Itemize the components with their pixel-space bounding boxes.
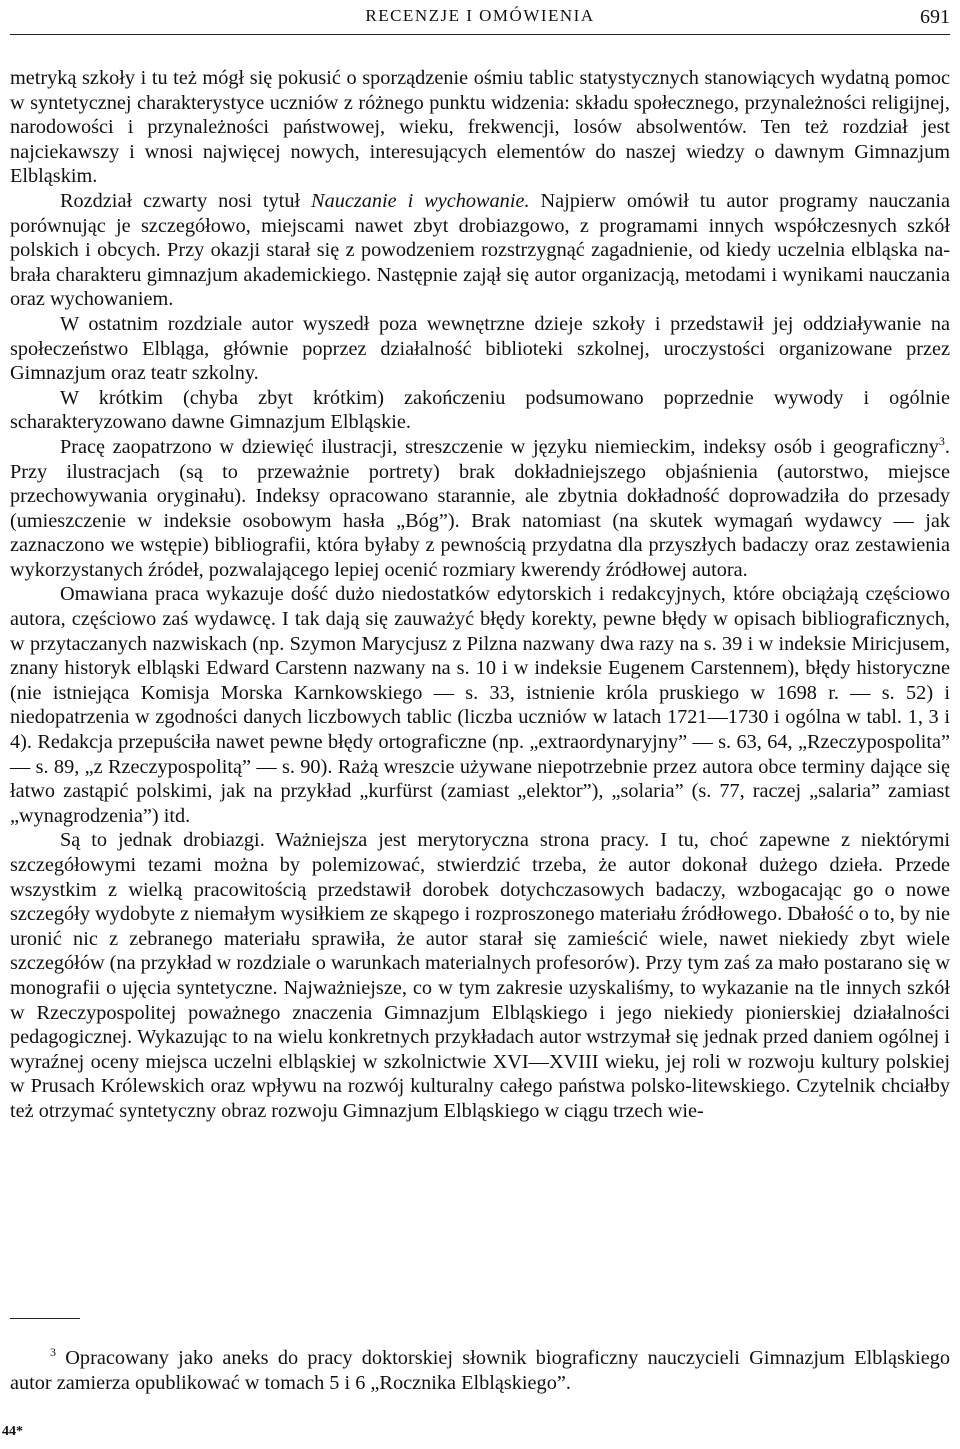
- chapter-title-italic: Nauczanie i wychowanie.: [311, 189, 530, 212]
- running-title: RECENZJE I OMÓWIENIA: [365, 6, 595, 25]
- paragraph-2-lead: Rozdział czwarty nosi tytuł: [60, 189, 312, 212]
- footnote: [10, 1346, 950, 1395]
- paragraph-5-rest: . Przy ilustracjach (są to przeważnie portrety) brak dokładniejszego objaśnienia (autorstwo, miejsce przechowywania oryginału). Indeksy opracowano starannie, ale zbytnia dokładność doprowadziła do przesady (umieszczenie w indeksie osobowym hasła „Bóg”). Brak natomiast (na skutek wymagań wydawcy — jak zaznaczono we wstępie) bibliografii, która byłaby z pewnością przydatna dla przyszłych badaczy oraz zestawienia wykorzystanych źródeł, pozwalającego lepiej ocenić rozmiary kwerendy źródłowej autora.: [10, 435, 950, 581]
- footnote-paragraph: [10, 1346, 950, 1395]
- paragraph-3: W ostatnim rozdziale autor wyszedł poza wewnętrzne dzieje szkoły i przedstawił jej oddziaływanie na społeczeństwo Elbląga, głównie poprzez działalność biblioteki szkolnej, uroczystości organizowane przez Gimnazjum oraz teatr szkolny.: [10, 312, 950, 385]
- running-head: [0, 4, 960, 30]
- body-text: [10, 66, 950, 1124]
- header-rule: [10, 34, 950, 35]
- footnote-marker: 3: [50, 1345, 56, 1360]
- paragraph-1: metryką szkoły i tu też mógł się pokusić o sporządzenie ośmiu tablic statystycznych stanowiących wydatną pomoc w syntetycznej charakterystyce uczniów z różnego punktu widzenia: składu społecznego, przynależności religijnej, narodowości i przynależności państwowej, wieku, frekwencji, losów absolwentów. Ten też rozdział jest najciekawszy i wnosi najwięcej nowych, interesujących elementów do naszej wiedzy o dawnym Gimnazjum Elbląskim.: [10, 67, 950, 188]
- printer-signature-mark: 44*: [2, 1424, 23, 1439]
- paragraph-6: Omawiana praca wykazuje dość dużo niedostatków edytorskich i redakcyjnych, które obciążają częściowo autora, częściowo zaś wydawcę. I tak dają się zauważyć błędy korekty, pewne błędy w opisach bibliograficznych, w przytaczanych nazwiskach (np. Szymon Marycjusz z Pilzna nazwany dwa razy na s. 39 i w indeksie Miricjusem, znany historyk elbląski Edward Carstenn nazwany na s. 10 i w indeksie Eugenem Carstennem), błędy historyczne (nie istniejąca Komisja Morska Karnkowskiego — s. 33, istnienie króla pruskiego w 1698 r. — s. 52) i niedopatrzenia w zgodności danych liczbowych tablic (liczba uczniów w latach 1721—1730 i ogólna w tabl. 1, 3 i 4). Redakcja przepuściła nawet pewne błędy ortograficzne (np. „extraordynaryjny” — s. 63, 64, „Rzeczypospolita” — s. 89, „z Rzeczypospolitą” — s. 90). Rażą wreszcie używane niepotrzebnie przez autora obce terminy dające się łatwo zastąpić polskimi, jak na przykład „kurfürst (zamiast „elektor”), „solaria” (s. 77, raczej „salaria” zamiast „wynagrodzenia”) itd.: [10, 583, 950, 827]
- paragraph-7: Są to jednak drobiazgi. Ważniejsza jest merytoryczna strona pracy. I tu, choć zapewne z niektórymi szczegółowymi tezami można by polemizować, stwierdzić trzeba, że autor dokonał dużego dzieła. Przede wszystkim z wielką pracowitością przedstawił dorobek dotychczasowych badaczy, wzbogacając go o nowe szczegóły wydobyte z niemałym wysiłkiem ze skąpego i rozproszonego materiału źródłowego. Dbałość o to, by nie uronić nic z zebranego materiału sprawiła, że autor starał się zamieścić wiele, nawet niekiedy zbyt wiele szczegółów (na przykład w rozdziale o warunkach materialnych profesorów). Przy tym zaś za mało postarano się w monografii o ujęcia syntetyczne. Najważniejsze, co w tym zakresie uzyskaliśmy, to wykazanie na tle innych szkół w Rzeczypospolitej poważnego znaczenia Gimnazjum Elbląskiego i jego niekiedy pionierskiej działalności pedagogicznej. Wykazując to na wielu konkretnych przykładach autor wstrzymał się jednak przed daniem ogólnej i wyraźnej oceny miejsca uczelni elbląskiej w szkolnictwie XVI—XVIII wieku, jej roli w rozwoju kultury polskiej w Prusach Królewskich oraz wpływu na rozwój kulturalny całego państwa polsko-litewskiego. Czytelnik chciałby też otrzymać syntetyczny obraz rozwoju Gimnazjum Elbląskiego w ciągu trzech wie-: [10, 829, 950, 1122]
- paragraph-5: [10, 435, 950, 583]
- footnote-reference: 3: [938, 434, 945, 449]
- paragraph-2-rest: Najpierw omówił tu autor programy nauczania porównując je szczegółowo, miejscami nawet zbyt drobiazgowo, z programami innych współczesnych szkół polskich i obcych. Przy okazji starał się z powodzeniem rozstrzygnąć zagadnienie, od kiedy uczelnia elbląska nabrała charakteru gimnazjum akademickiego. Następnie zajął się autor organizacją, metodami i wynikami nauczania oraz wychowaniem.: [10, 189, 950, 311]
- footnote-text: Opracowany jako aneks do pracy doktorskiej słownik biograficzny nauczycieli Gimnazjum Elbląskiego autor zamierza opublikować w tomach 5 i 6 „Rocznika Elbląskiego”.: [10, 1347, 950, 1394]
- paragraph-5-lead: Pracę zaopatrzono w dziewięć ilustracji, streszczenie w języku niemieckim, indeksy osób i geograficzny: [60, 435, 939, 458]
- paragraph-4: W krótkim (chyba zbyt krótkim) zakończeniu podsumowano poprzednie wywody i ogólnie scharakteryzowano dawne Gimnazjum Elbląskie.: [10, 386, 950, 434]
- page-number: 691: [920, 6, 950, 28]
- paragraph-2: [10, 189, 950, 312]
- footnote-rule: [10, 1318, 80, 1319]
